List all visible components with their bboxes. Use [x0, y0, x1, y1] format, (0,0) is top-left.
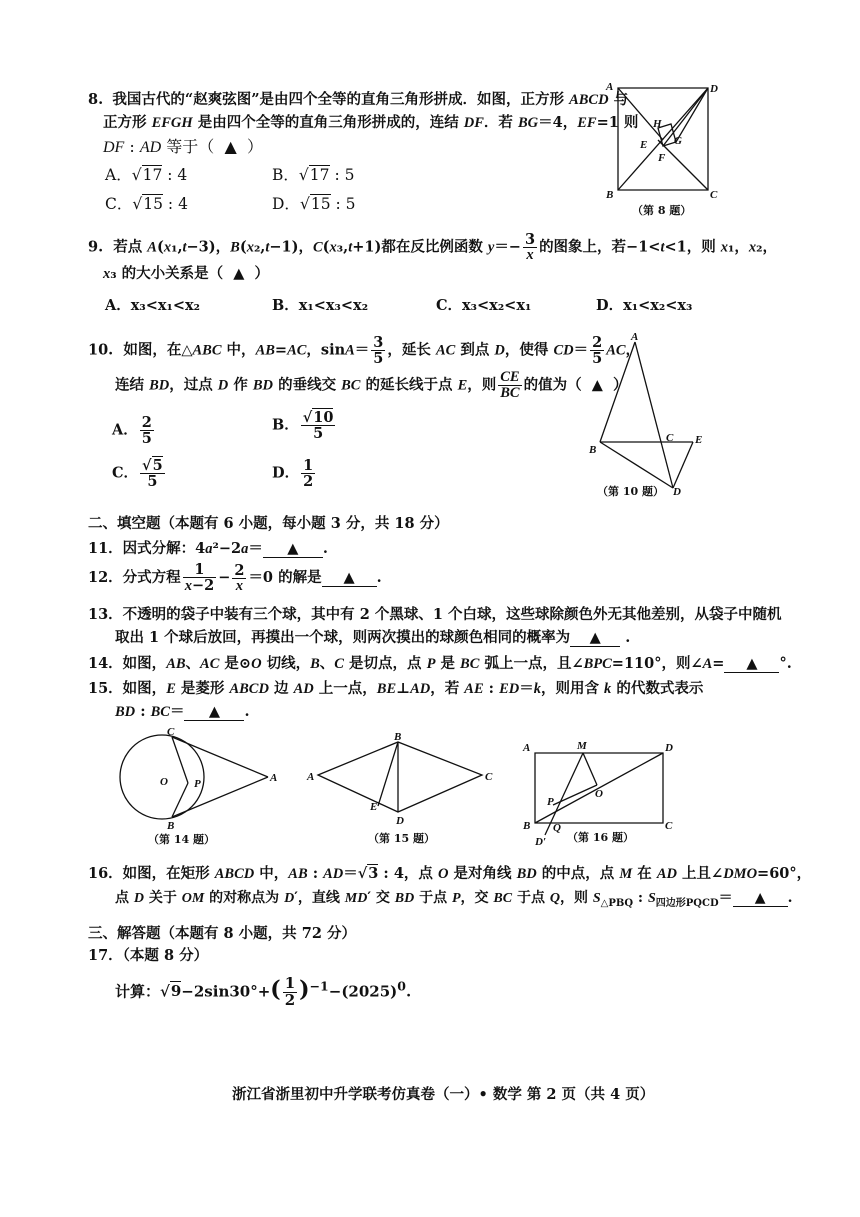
q9-option-c: C．x₃<x₂<x₁ — [436, 297, 532, 314]
svg-text:D′: D′ — [535, 836, 547, 848]
svg-text:（第 16 题）: （第 16 题） — [567, 831, 634, 844]
page-footer: 浙江省浙里初中升学联考仿真卷（一）• 数学 第 2 页（共 4 页） — [232, 1086, 655, 1103]
svg-text:B: B — [523, 820, 531, 832]
q9-line1: 9. 若点 A(x₁,t−3)，B(x₂,t−1)，C(x₃,t+1)都在反比例函数 y＝− $\frac{3}{x}$ 的图象上，若−1<t<1，则 x₁，x₂， — [88, 231, 777, 264]
q15-line2: BD : BC＝ ▲ . — [115, 703, 250, 720]
svg-text:E: E — [695, 434, 703, 446]
svg-text:C: C — [666, 432, 674, 444]
figure-14-circle-tangents — [110, 725, 290, 850]
q8-line3: DF : AD 等于（ ▲ ） — [103, 137, 263, 156]
q13-line2: 取出 1 个球后放回，再摸出一个球，则两次摸出的球颜色相同的概率为 ▲ . — [115, 629, 631, 646]
figure-10-triangle — [585, 330, 715, 505]
svg-text:D: D — [673, 486, 681, 498]
figure-16-rectangle — [515, 735, 675, 850]
q16-line2: 点 D 关于 OM 的对称点为 D′，直线 MD′ 交 BD 于点 P，交 BC 于点 Q，则 $S_{\triangle PBQ}$ : $S_{四边形PQCD}=$ ▲ . — [115, 890, 793, 909]
svg-text:（第 15 题）: （第 15 题） — [368, 832, 435, 845]
svg-text:A: A — [307, 771, 315, 783]
svg-text:B: B — [606, 189, 614, 201]
svg-text:A: A — [631, 331, 639, 343]
svg-text:Q: Q — [553, 822, 561, 834]
q8-line2: 正方形 EFGH 是由四个全等的直角三角形拼成的，连结 DF．若 BG＝4，EF=1 则 — [103, 114, 639, 131]
q9-option-d: D．x₁<x₂<x₃ — [596, 297, 693, 314]
svg-text:P: P — [547, 796, 554, 808]
svg-text:A: A — [523, 742, 531, 754]
svg-text:O: O — [595, 788, 603, 800]
svg-text:B: B — [394, 731, 402, 743]
svg-text:C: C — [167, 726, 175, 738]
svg-text:A: A — [606, 81, 614, 93]
q16-line1: 16．如图，在矩形 ABCD 中，AB : AD＝√3 : 4，点 O 是对角线 BD 的中点，点 M 在 AD 上且∠DMO=60°， — [88, 865, 812, 882]
svg-text:F: F — [658, 152, 666, 164]
q9-option-b: B．x₁<x₃<x₂ — [272, 297, 369, 314]
q13-line1: 13．不透明的袋子中装有三个球，其中有 2 个黑球、1 个白球，这些球除颜色外无其他差别，从袋子中随机 — [88, 606, 782, 623]
svg-text:O: O — [160, 776, 168, 788]
q10-option-a: A． $\frac{2}{5}$ — [112, 414, 152, 448]
q11: 11．因式分解：4a²−2a＝ ▲ . — [88, 540, 328, 557]
svg-text:G: G — [674, 135, 682, 147]
svg-text:（第 10 题）: （第 10 题） — [597, 485, 664, 498]
svg-text:D: D — [665, 742, 673, 754]
q8-option-b: B．√17 : 5 — [272, 166, 355, 184]
svg-text:M: M — [577, 740, 587, 752]
q10-option-b: B． $\frac{√10}{5}$ — [272, 409, 334, 443]
svg-text:A: A — [270, 772, 278, 784]
q17-heading: 17．（本题 8 分） — [88, 947, 209, 964]
q8-option-a: A．√17 : 4 — [105, 166, 188, 184]
q8-option-d: D．√15 : 5 — [272, 195, 356, 213]
svg-text:C: C — [485, 771, 493, 783]
q10-line2: 连结 BD，过点 D 作 BD 的垂线交 BC 的延长线于点 E，则 $\frac{CE}{BC}$ 的值为（ ▲ ） — [115, 369, 628, 402]
svg-text:（第 8 题）: （第 8 题） — [632, 204, 692, 217]
figure-15-rhombus — [300, 730, 500, 848]
q10-line1: 10. 如图，在△ABC 中，AB=AC，sinA＝ $\frac{3}{5}$ ，延长 AC 到点 D，使得 CD＝ $\frac{2}{5}$ AC， — [88, 334, 641, 368]
q8-line1: 8. 我国古代的“赵爽弦图”是由四个全等的直角三角形拼成．如图，正方形 ABCD 与 — [88, 91, 629, 108]
svg-text:（第 14 题）: （第 14 题） — [148, 833, 215, 846]
svg-text:P: P — [194, 778, 201, 790]
svg-text:B: B — [589, 444, 597, 456]
figure-8-zhao-shuang-diagram — [598, 78, 728, 218]
section-2-heading: 二、填空题（本题有 6 小题，每小题 3 分，共 18 分） — [88, 515, 449, 532]
svg-text:E: E — [640, 139, 648, 151]
q10-option-d: D． $\frac{1}{2}$ — [272, 457, 314, 491]
svg-text:B: B — [167, 820, 175, 832]
section-3-heading: 三、解答题（本题有 8 小题，共 72 分） — [88, 925, 356, 942]
q10-option-c: C． $\frac{√5}{5}$ — [112, 457, 163, 491]
q9-option-a: A．x₃<x₁<x₂ — [105, 297, 201, 314]
q17-body: 计算：√9−2sin30°+( $\frac{1}{2}$ )$^{-1}-(2025)^0$. — [115, 974, 412, 1009]
svg-text:D: D — [396, 815, 404, 827]
q12: 12．分式方程 $\frac{1}{x-2}$ − $\frac{2}{x}$ ＝0 的解是 ▲ . — [88, 561, 382, 595]
svg-text:C: C — [710, 189, 718, 201]
svg-text:H: H — [653, 118, 662, 130]
q14: 14．如图，AB、AC 是⊙O 切线，B、C 是切点，点 P 是 BC 弧上一点，且∠BPC=110°，则∠A= ▲ °. — [88, 655, 792, 672]
q8-option-c: C．√15 : 4 — [105, 195, 188, 213]
q9-line2: x₃ 的大小关系是（ ▲ ） — [103, 265, 270, 282]
q15-line1: 15．如图，E 是菱形 ABCD 边 AD 上一点，BE⊥AD，若 AE : ED＝k，则用含 k 的代数式表示 — [88, 680, 704, 697]
svg-text:D: D — [710, 83, 718, 95]
svg-text:C: C — [665, 820, 673, 832]
svg-text:E: E — [370, 801, 378, 813]
